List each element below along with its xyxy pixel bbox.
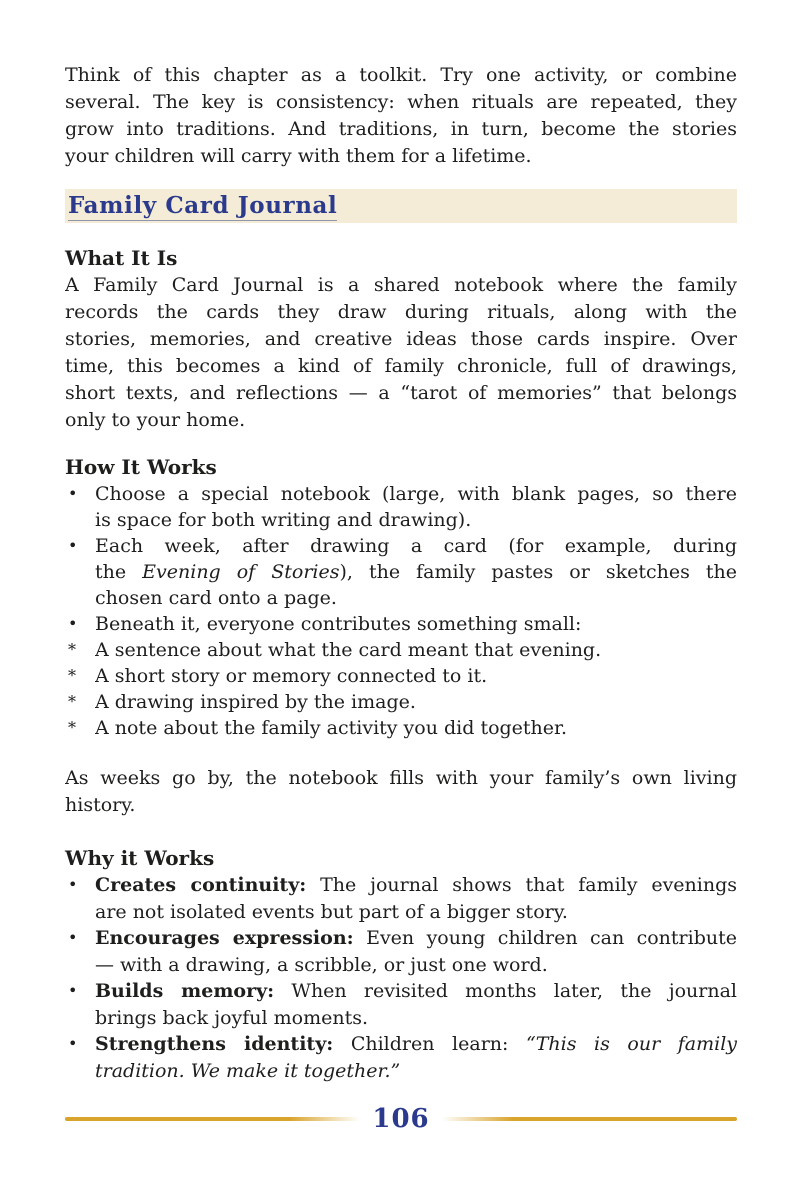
bullet-item (65, 533, 737, 611)
bullet-item (65, 1031, 737, 1084)
text-line: tradition. We make it together.” (95, 1059, 401, 1082)
star-marker: * (68, 640, 76, 659)
star-marker: * (68, 666, 76, 685)
text-line: records the cards they draw during rituals, along with the (65, 301, 737, 323)
page-footer (65, 1104, 737, 1134)
star-item (65, 689, 737, 715)
section-heading: Family Card Journal (68, 191, 338, 219)
bullet-marker: • (68, 1034, 78, 1053)
text-line: history. (65, 794, 136, 816)
text-line: Builds memory: When revisited months later, the journal (95, 980, 737, 1002)
text-line: your children will carry with them for a lifetime. (65, 145, 532, 167)
text-line: the Evening of Stories), the family pastes or sketches the (95, 561, 737, 583)
text-line: only to your home. (65, 409, 246, 431)
star-marker: * (68, 718, 76, 737)
text-line: A Family Card Journal is a shared notebook where the family (65, 274, 737, 296)
text-line: A drawing inspired by the image. (95, 691, 416, 713)
star-marker: * (68, 692, 76, 711)
bullet-item (65, 978, 737, 1031)
how-it-works-heading: How It Works (65, 455, 217, 479)
why-it-works-list (65, 872, 737, 1084)
text-line: are not isolated events but part of a bigger story. (95, 900, 568, 923)
text-line: is space for both writing and drawing). (95, 509, 472, 531)
bullet-marker: • (68, 981, 78, 1000)
text-line: Choose a special notebook (large, with blank pages, so there (95, 483, 737, 505)
star-item (65, 715, 737, 741)
text-line: A sentence about what the card meant that evening. (95, 639, 602, 661)
what-it-is-heading: What It Is (65, 246, 178, 270)
text-line: — with a drawing, a scribble, or just one word. (95, 953, 548, 976)
text-line: time, this becomes a kind of family chronicle, full of drawings, (65, 355, 737, 377)
bullet-item (65, 925, 737, 978)
text-line: stories, memories, and creative ideas those cards inspire. Over (65, 328, 737, 350)
star-item (65, 663, 737, 689)
footer-rule-left (65, 1117, 360, 1121)
interlude-paragraph (65, 765, 737, 819)
text-line: Encourages expression: Even young children can contribute (95, 927, 737, 949)
bullet-item (65, 611, 737, 637)
text-line: Creates continuity: The journal shows that family evenings (95, 874, 737, 896)
why-it-works-heading: Why it Works (65, 846, 215, 870)
section-heading-bar (65, 189, 737, 223)
text-line: Each week, after drawing a card (for example, during (95, 535, 737, 557)
bullet-marker: • (68, 536, 78, 555)
bullet-marker: • (68, 614, 78, 633)
bullet-marker: • (68, 484, 78, 503)
how-it-works-list (65, 481, 737, 741)
text-line: Beneath it, everyone contributes something small: (95, 613, 582, 635)
page-content (65, 0, 737, 1084)
text-line: As weeks go by, the notebook fills with your family’s own living (65, 767, 737, 789)
intro-paragraph (65, 62, 737, 170)
text-line: Think of this chapter as a toolkit. Try one activity, or combine (65, 64, 737, 86)
footer-rule-right (442, 1117, 737, 1121)
text-line: grow into traditions. And traditions, in turn, become the stories (65, 118, 737, 140)
text-line: short texts, and reflections — a “tarot of memories” that belongs (65, 382, 737, 404)
text-line: chosen card onto a page. (95, 587, 337, 609)
star-item (65, 637, 737, 663)
text-line: several. The key is consistency: when rituals are repeated, they (65, 91, 737, 113)
bullet-marker: • (68, 928, 78, 947)
bullet-item (65, 481, 737, 533)
page-number: 106 (372, 1104, 430, 1134)
text-line: brings back joyful moments. (95, 1006, 369, 1029)
text-line: Strengthens identity: Children learn: “This is our family (95, 1033, 737, 1055)
text-line: A note about the family activity you did together. (95, 717, 568, 739)
text-line: A short story or memory connected to it. (95, 665, 488, 687)
bullet-item (65, 872, 737, 925)
what-it-is-paragraph (65, 272, 737, 434)
bullet-marker: • (68, 875, 78, 894)
